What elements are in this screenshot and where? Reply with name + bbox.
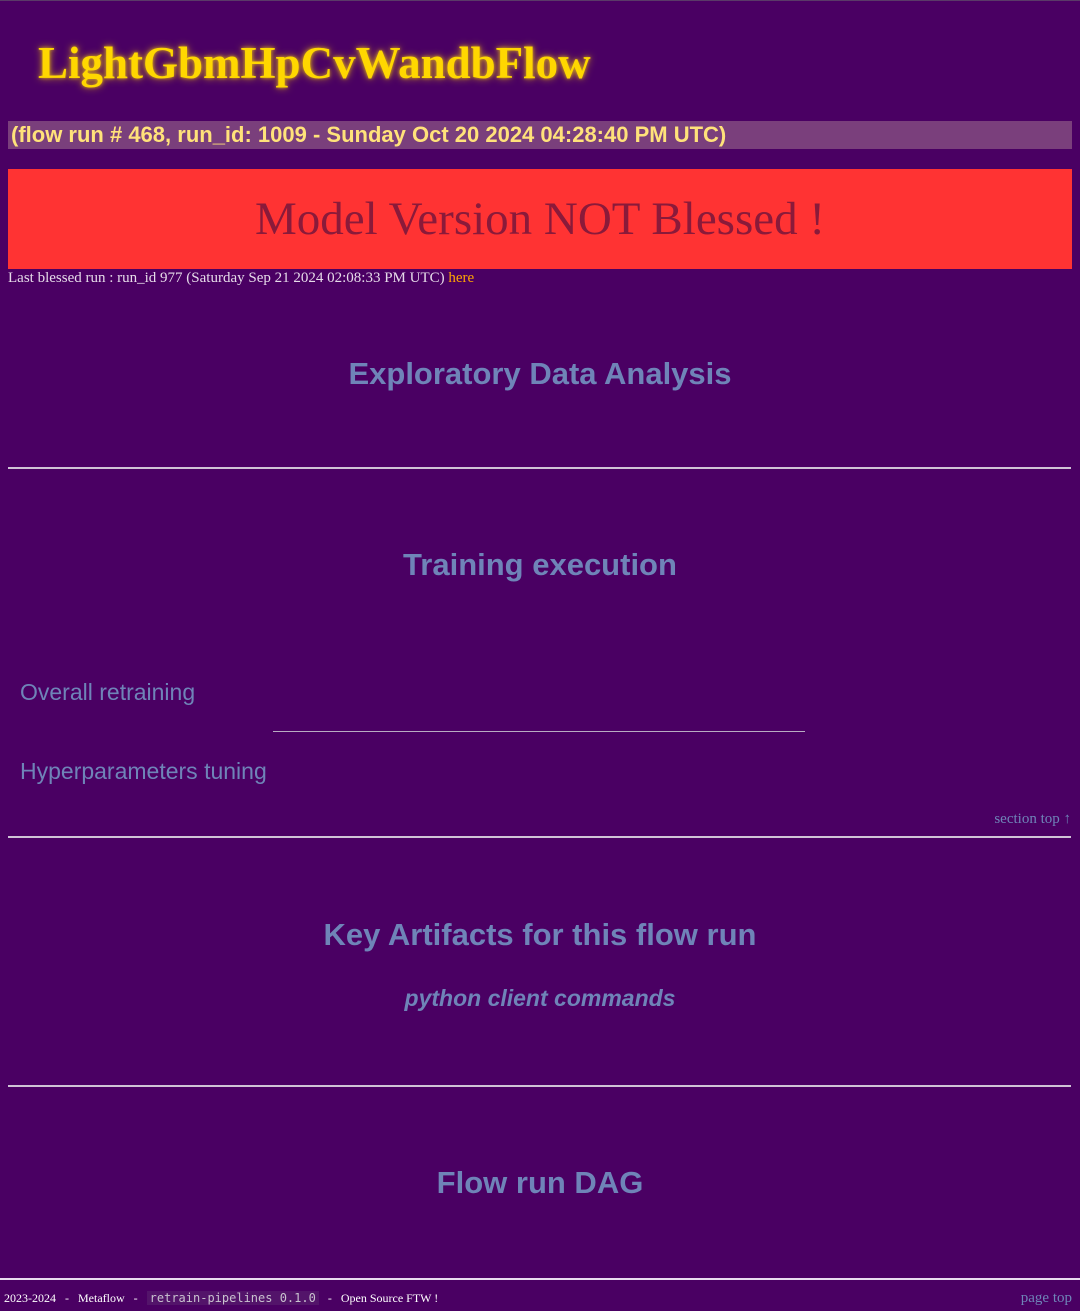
run-info-bar: (flow run # 468, run_id: 1009 - Sunday Oct 20 2024 04:28:40 PM UTC) [8,121,1072,149]
page-top-link[interactable]: page top [1020,1290,1072,1306]
section-divider [8,836,1071,838]
footer-credits [4,1290,438,1306]
section-title-training: Training execution [403,547,677,582]
last-blessed-run-link[interactable]: here [448,270,475,286]
section-subtitle-python-client: python client commands [404,985,676,1011]
section-divider [8,1085,1071,1087]
footer-separator: - [327,1291,332,1305]
section-title-eda: Exploratory Data Analysis [348,356,732,391]
page-footer [0,1278,1080,1311]
subsection-overall-retraining[interactable]: Overall retraining [20,679,196,705]
last-blessed-run-text: Last blessed run : run_id 977 (Saturday Sep 21 2024 02:08:33 PM UTC) [8,270,449,286]
footer-separator: - [65,1291,69,1305]
blessing-status-text: Model Version NOT Blessed ! [254,193,826,245]
last-blessed-run-note [8,269,474,287]
subsection-hyperparameters-tuning[interactable]: Hyperparameters tuning [20,758,267,784]
section-top-link[interactable]: section top ↑ [994,811,1071,827]
subsection-divider [273,731,805,732]
footer-separator: - [133,1291,138,1305]
blessing-status-banner [8,169,1072,269]
footer-package-version: retrain-pipelines 0.1.0 [147,1291,319,1305]
section-divider [8,467,1071,469]
footer-years: 2023-2024 [4,1291,56,1305]
footer-tagline: Open Source FTW ! [340,1291,439,1305]
section-title-artifacts: Key Artifacts for this flow run [323,917,757,952]
flow-title: LightGbmHpCvWandbFlow [38,38,591,88]
section-title-dag: Flow run DAG [436,1165,644,1200]
footer-framework: Metaflow [78,1291,125,1305]
